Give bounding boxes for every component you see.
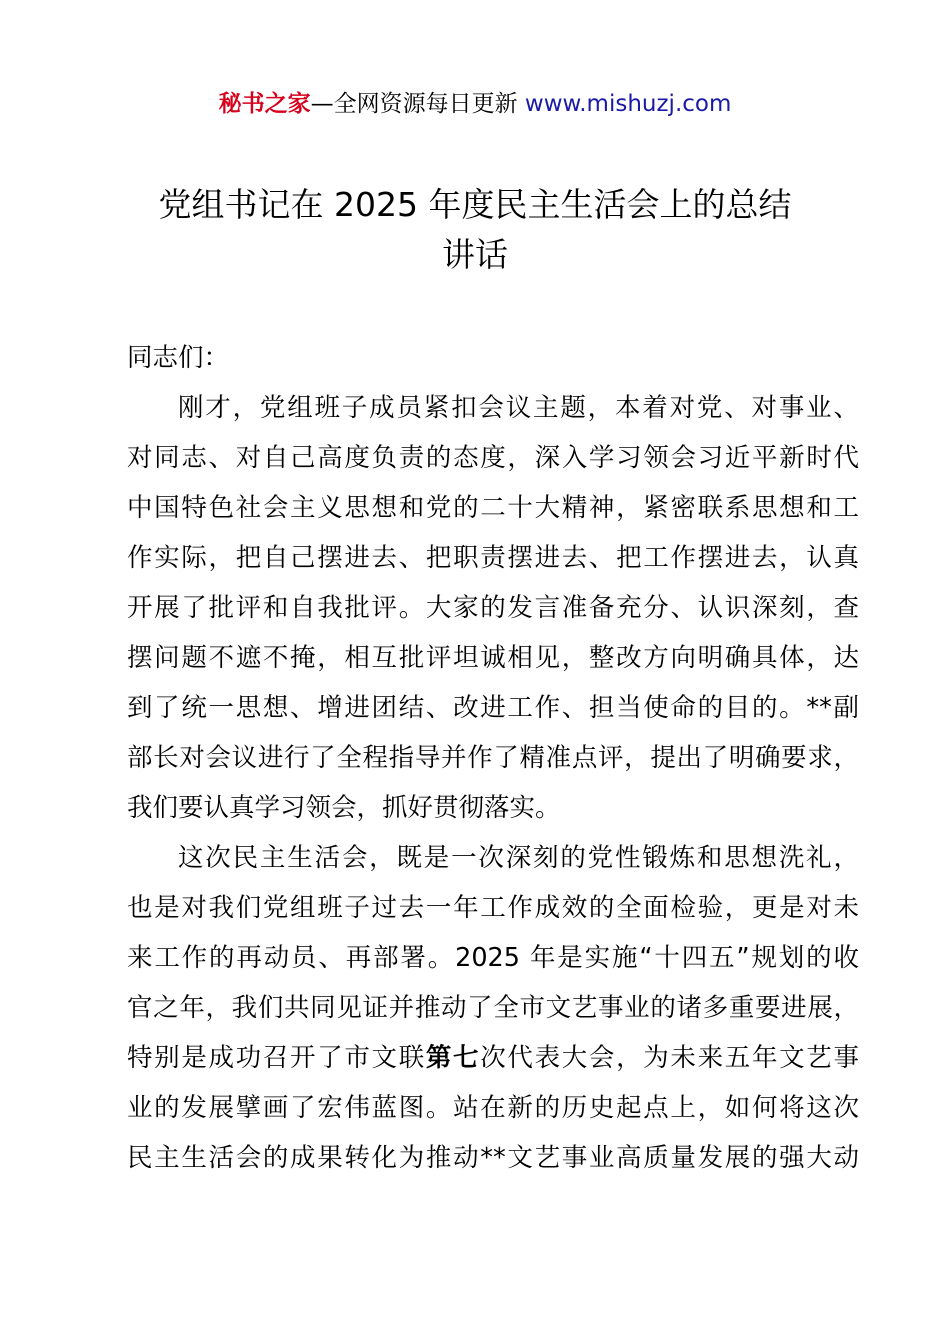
paragraph-line: 来工作的再动员、再部署。2025 年是实施“十四五”规划的收 <box>127 943 859 973</box>
paragraph-line: 部长对会议进行了全程指导并作了精准点评，提出了明确要求， <box>127 743 859 773</box>
paragraph-line: 到了统一思想、增进团结、改进工作、担当使命的目的。**副 <box>127 693 859 723</box>
paragraph-line: 这次民主生活会，既是一次深刻的党性锻炼和思想洗礼， <box>178 843 859 873</box>
title-line-2: 讲话 <box>442 235 508 274</box>
paragraph-line: 刚才，党组班子成员紧扣会议主题，本着对党、对事业、 <box>178 393 859 423</box>
paragraph-line: 官之年，我们共同见证并推动了全市文艺事业的诸多重要进展， <box>127 993 859 1023</box>
paragraph-line: 也是对我们党组班子过去一年工作成效的全面检验，更是对未 <box>127 893 859 923</box>
site-url-link[interactable]: www.mishuzj.com <box>524 91 732 117</box>
paragraph-line: 作实际，把自己摆进去、把职责摆进去、把工作摆进去，认真 <box>127 543 859 573</box>
paragraph-line: 对同志、对自己高度负责的态度，深入学习领会习近平新时代 <box>127 443 859 473</box>
paragraph-line: 开展了批评和自我批评。大家的发言准备充分、认识深刻，查 <box>127 593 859 623</box>
emphasis-text: 第七 <box>425 1043 481 1073</box>
paragraph-line: 我们要认真学习领会，抓好贯彻落实。 <box>127 793 561 823</box>
line-text: 特别是成功召开了市文联 <box>127 1043 426 1073</box>
document-title <box>0 180 950 280</box>
site-header <box>0 86 950 122</box>
site-brand: 秘书之家 <box>218 91 311 117</box>
paragraph-line: 业的发展擘画了宏伟蓝图。站在新的历史起点上，如何将这次 <box>127 1093 859 1123</box>
document-body <box>127 333 859 1183</box>
paragraph-line: 中国特色社会主义思想和党的二十大精神，紧密联系思想和工 <box>127 493 859 523</box>
paragraph-line: 摆问题不遮不掩，相互批评坦诚相见，整改方向明确具体，达 <box>127 643 859 673</box>
paragraph-line: 民主生活会的成果转化为推动**文艺事业高质量发展的强大动 <box>127 1143 859 1173</box>
paragraph-1 <box>127 383 859 833</box>
title-line-1: 党组书记在 2025 年度民主生活会上的总结 <box>158 185 792 224</box>
salutation: 同志们： <box>127 343 230 373</box>
paragraph-line <box>127 1033 859 1083</box>
line-text: 次代表大会，为未来五年文艺事 <box>480 1043 859 1073</box>
site-tagline: —全网资源每日更新 <box>310 91 525 117</box>
paragraph-2 <box>127 833 859 1183</box>
